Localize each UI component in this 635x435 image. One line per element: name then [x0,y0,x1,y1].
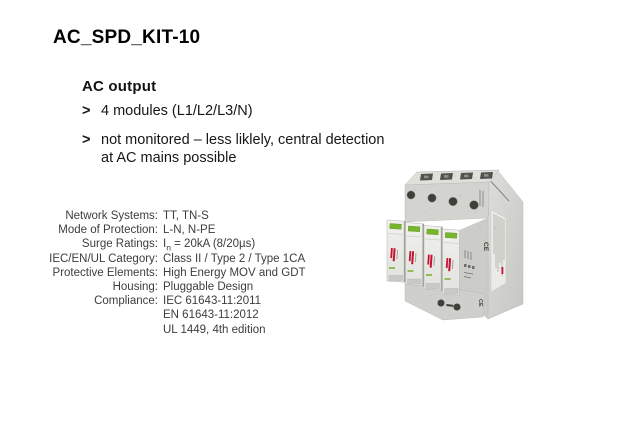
device-front-face [405,182,491,222]
spec-label: Compliance: [94,295,158,308]
bullet-item [82,131,384,167]
spec-value: High Energy MOV and GDT [163,266,306,279]
spec-value [163,237,255,251]
spec-label: Mode of Protection: [58,224,158,237]
status-indicator [427,229,439,235]
bullet-text-line: not monitored – less liklely, central detection [101,132,385,148]
spd-module [424,226,441,291]
module-bottom-label [408,279,422,284]
module-bottom-label [426,284,440,289]
compliance-line: IEC 61643-11:2011 [163,295,262,308]
spd-device-illustration [385,168,525,326]
bullet-text-line: 4 modules (L1/L2/L3/N) [101,103,253,119]
spec-value [163,294,266,337]
ce-mark: CE [477,299,483,307]
spec-label: IEC/EN/UL Category: [49,252,158,265]
compliance-line: UL 1449, 4th edition [163,323,266,336]
compliance-line: EN 61643-11:2012 [163,309,259,322]
spec-value: L-N, N-PE [163,224,216,237]
spec-label: Protective Elements: [52,266,158,279]
spec-row-housing [34,280,306,294]
product-photo [385,168,525,326]
status-indicator [408,226,420,232]
module-bottom-label [389,276,403,281]
spec-label: Housing: [112,281,158,294]
module-bottom-label [445,289,459,294]
spec-value: Pluggable Design [163,281,254,294]
page-title: AC_SPD_KIT-10 [53,27,201,48]
bullet-marker: > [82,103,91,119]
bullet-text [101,131,384,167]
section-heading: AC output [82,78,157,95]
bullet-marker: > [82,132,91,148]
status-indicator [390,224,402,230]
bullet-text-line: at AC mains possible [101,150,237,166]
spec-row-protective-elements [34,266,306,280]
bullet-text [101,102,253,120]
label-logo-mark [502,267,504,274]
surge-symbol: I [163,238,167,251]
spec-value: Class II / Type 2 / Type 1CA [163,252,306,265]
spec-label: Surge Ratings: [81,238,158,251]
spd-module [406,223,423,286]
ce-mark: CE [482,242,489,252]
spd-module [387,220,404,282]
bullet-list [82,102,384,167]
surge-symbol-subscript: n [166,242,171,253]
spec-label: Network Systems: [65,210,158,222]
spec-row-compliance [34,294,306,337]
status-indicator [445,233,457,239]
spec-row-surge-ratings [34,237,306,251]
spec-table [34,209,306,337]
spec-row-network-systems [34,209,306,223]
spec-value: TT, TN-S [163,210,209,222]
spec-row-category [34,252,306,266]
spec-row-mode-of-protection [34,223,306,237]
bullet-item [82,102,384,120]
spd-module [443,229,460,295]
surge-value: = 20kA (8/20µs) [170,238,256,251]
